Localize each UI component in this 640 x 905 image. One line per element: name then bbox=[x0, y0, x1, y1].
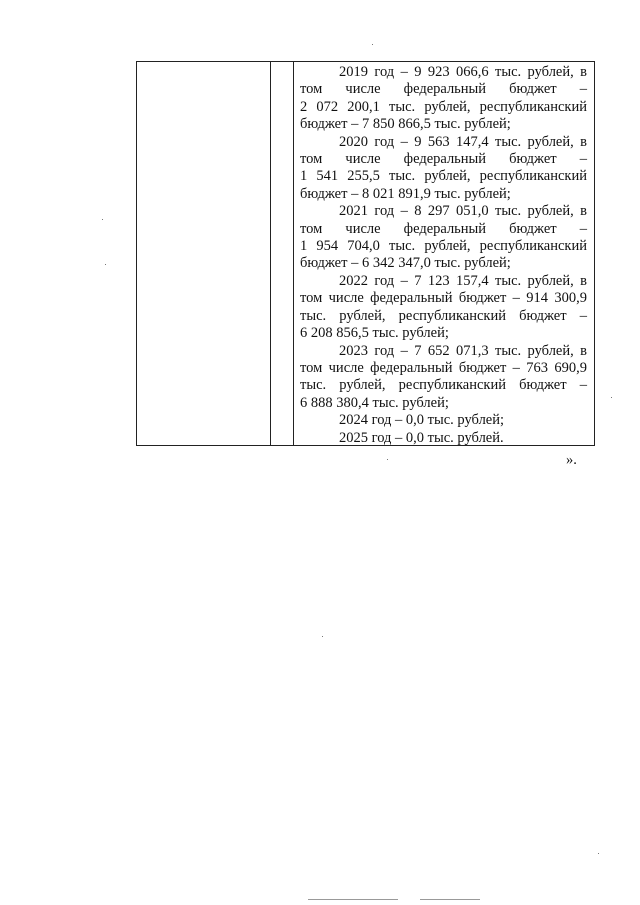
scan-speck bbox=[105, 264, 106, 265]
funding-line: 2022 год – 7 123 157,4 тыс. рублей, в bbox=[339, 272, 587, 289]
scan-speck bbox=[102, 219, 103, 220]
funding-line: том числе федеральный бюджет – 914 300,9 bbox=[300, 290, 587, 307]
table-cell-empty-narrow bbox=[270, 62, 294, 445]
table-cell-empty-left bbox=[137, 62, 271, 445]
scan-line bbox=[308, 899, 398, 900]
funding-line: 2023 год – 7 652 071,3 тыс. рублей, в bbox=[339, 342, 587, 359]
funding-line: тыс. рублей, республиканский бюджет – bbox=[300, 307, 587, 324]
funding-paragraph bbox=[300, 64, 587, 134]
funding-line: бюджет – 8 021 891,9 тыс. рублей; bbox=[300, 185, 511, 202]
closing-quote: ». bbox=[566, 452, 577, 468]
scan-speck bbox=[372, 44, 373, 45]
funding-paragraph bbox=[300, 412, 587, 429]
funding-line: 2025 год – 0,0 тыс. рублей. bbox=[339, 429, 504, 446]
funding-paragraph bbox=[300, 430, 587, 447]
funding-line: 1 954 704,0 тыс. рублей, республиканский bbox=[300, 238, 587, 255]
budget-table bbox=[136, 61, 595, 446]
funding-line: 6 888 380,4 тыс. рублей; bbox=[300, 394, 449, 411]
table-cell-funding-text bbox=[294, 62, 591, 445]
scan-speck bbox=[387, 459, 388, 460]
funding-paragraph bbox=[300, 273, 587, 343]
funding-paragraph bbox=[300, 203, 587, 273]
funding-line: 2024 год – 0,0 тыс. рублей; bbox=[339, 412, 505, 429]
funding-line: том числе федеральный бюджет – bbox=[300, 81, 587, 98]
scan-speck bbox=[322, 636, 323, 637]
scan-speck bbox=[611, 397, 612, 398]
funding-line: тыс. рублей, республиканский бюджет – bbox=[300, 377, 587, 394]
funding-line: том числе федеральный бюджет – bbox=[300, 151, 587, 168]
funding-paragraph bbox=[300, 343, 587, 413]
scan-line bbox=[420, 899, 480, 900]
funding-line: 6 208 856,5 тыс. рублей; bbox=[300, 325, 449, 342]
funding-line: том числе федеральный бюджет – bbox=[300, 220, 587, 237]
funding-line: 2020 год – 9 563 147,4 тыс. рублей, в bbox=[339, 133, 587, 150]
funding-paragraph bbox=[300, 134, 587, 204]
funding-line: том числе федеральный бюджет – 763 690,9 bbox=[300, 359, 587, 376]
funding-line: 2019 год – 9 923 066,6 тыс. рублей, в bbox=[339, 64, 587, 80]
funding-line: 2021 год – 8 297 051,0 тыс. рублей, в bbox=[339, 203, 587, 220]
funding-line: бюджет – 6 342 347,0 тыс. рублей; bbox=[300, 255, 511, 272]
funding-line: 2 072 200,1 тыс. рублей, республиканский bbox=[300, 98, 587, 115]
funding-line: 1 541 255,5 тыс. рублей, республиканский bbox=[300, 168, 587, 185]
funding-line: бюджет – 7 850 866,5 тыс. рублей; bbox=[300, 116, 511, 133]
scan-speck bbox=[598, 853, 599, 854]
